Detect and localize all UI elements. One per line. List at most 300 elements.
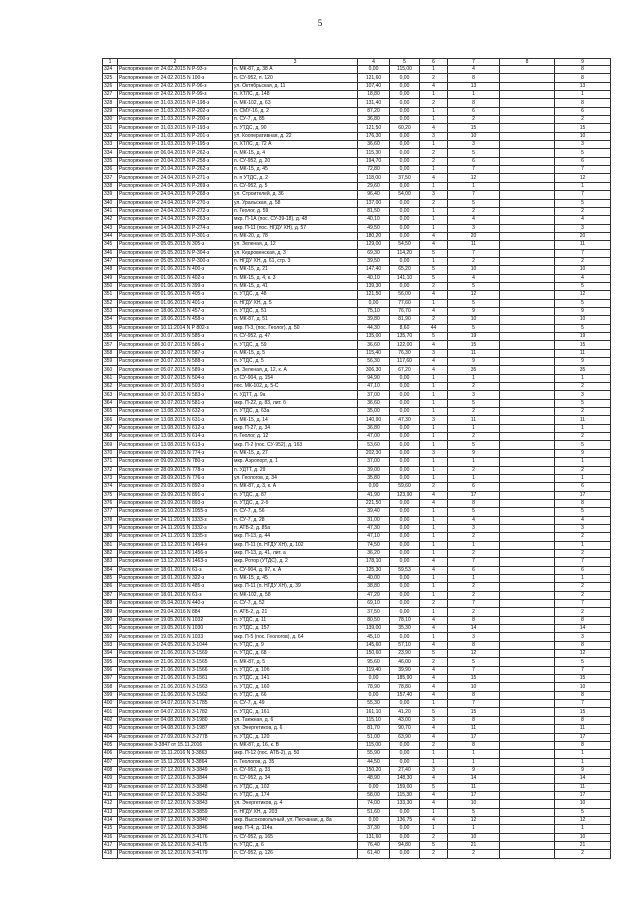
area-b-cell: 60,20 <box>390 124 420 132</box>
document-ref-cell: Распоряжение от 24.11.2015 N 1333-з <box>118 516 233 524</box>
count-cell: 3 <box>555 224 611 232</box>
table-row <box>103 174 611 182</box>
area-a-cell: 47,30 <box>358 524 390 532</box>
address-cell: п. СУ-7, д. 52 <box>233 600 358 608</box>
table-row <box>103 166 611 174</box>
address-cell: мкр. П-2 (пос. СУ-952), д. 163 <box>233 441 358 449</box>
blank-cell <box>500 733 555 741</box>
table-row <box>103 850 611 858</box>
area-a-cell: 39,40 <box>358 508 390 516</box>
flats-cell: 5 <box>448 399 500 407</box>
blank-cell <box>500 182 555 190</box>
blank-cell <box>500 174 555 182</box>
area-b-cell: 0,00 <box>390 850 420 858</box>
floors-cell: 1 <box>420 224 448 232</box>
document-ref-cell: Распоряжение от 30.07.2015 N 581-з <box>118 399 233 407</box>
count-cell: 1 <box>555 574 611 582</box>
document-ref-cell: Распоряжение от 21.06.2016 N 3-1561 <box>118 675 233 683</box>
row-number-cell: 385 <box>103 574 118 582</box>
table-row <box>103 291 611 299</box>
area-b-cell: 0,00 <box>390 374 420 382</box>
blank-cell <box>500 333 555 341</box>
address-cell: п. МК-15, д. 45 <box>233 574 358 582</box>
area-a-cell: 87,20 <box>358 107 390 115</box>
address-cell: мкр. П-13, д. 41, лит. а <box>233 549 358 557</box>
area-a-cell: 37,50 <box>358 608 390 616</box>
row-number-cell: 403 <box>103 725 118 733</box>
document-ref-cell: Распоряжение от 21.06.2016 N 3-1566 <box>118 666 233 674</box>
floors-cell: 5 <box>420 274 448 282</box>
flats-cell: 13 <box>448 82 500 90</box>
row-number-cell: 390 <box>103 616 118 624</box>
count-cell: 15 <box>555 124 611 132</box>
area-a-cell: 140,90 <box>358 416 390 424</box>
row-number-cell: 358 <box>103 349 118 357</box>
floors-cell: 4 <box>420 241 448 249</box>
count-cell: 17 <box>555 733 611 741</box>
area-b-cell: 117,60 <box>390 358 420 366</box>
document-ref-cell: Распоряжение от 29.09.2015 N 891-з <box>118 491 233 499</box>
address-cell: п. УТДС, д. 5 <box>233 358 358 366</box>
blank-cell <box>500 700 555 708</box>
document-ref-cell: Распоряжение от 05.05.2015 N Р-304-з <box>118 249 233 257</box>
count-cell: 7 <box>555 166 611 174</box>
blank-cell <box>500 758 555 766</box>
row-number-cell: 372 <box>103 466 118 474</box>
column-header: 2 <box>118 59 233 66</box>
address-cell: п. УТДС, д. 63а <box>233 408 358 416</box>
row-number-cell: 352 <box>103 299 118 307</box>
row-number-cell: 417 <box>103 841 118 849</box>
area-a-cell: 31,00 <box>358 516 390 524</box>
table-row <box>103 516 611 524</box>
flats-cell: 9 <box>448 449 500 457</box>
blank-cell <box>500 825 555 833</box>
area-b-cell: 0,00 <box>390 808 420 816</box>
flats-cell: 17 <box>448 733 500 741</box>
blank-cell <box>500 633 555 641</box>
blank-cell <box>500 491 555 499</box>
area-b-cell: 185,90 <box>390 675 420 683</box>
blank-cell <box>500 775 555 783</box>
document-ref-cell: Распоряжение от 24.02.2015 N Р-93-з <box>118 66 233 74</box>
row-number-cell: 392 <box>103 633 118 641</box>
flats-cell: 5 <box>448 508 500 516</box>
floors-cell: 4 <box>420 499 448 507</box>
count-cell: 2 <box>555 466 611 474</box>
area-b-cell: 77,60 <box>390 299 420 307</box>
address-cell: п. АТБ-2, д. 85а <box>233 524 358 532</box>
table-row <box>103 733 611 741</box>
document-ref-cell: Распоряжение от 01.06.2015 N 399-з <box>118 282 233 290</box>
floors-cell: 4 <box>420 124 448 132</box>
area-b-cell: 0,00 <box>390 216 420 224</box>
floors-cell: 3 <box>420 191 448 199</box>
document-ref-cell: Распоряжение от 05.05.2015 N Р-300-з <box>118 257 233 265</box>
count-cell: 7 <box>555 666 611 674</box>
blank-cell <box>500 608 555 616</box>
address-cell: п. УТДС, д. 2-б <box>233 499 358 507</box>
count-cell: 14 <box>555 625 611 633</box>
table-row <box>103 199 611 207</box>
flats-cell: 8 <box>448 741 500 749</box>
address-cell: п. МК-15, д. 4 <box>233 149 358 157</box>
document-ref-cell: Распоряжение от 16.10.2015 N 1055-з <box>118 508 233 516</box>
floors-cell: 4 <box>420 174 448 182</box>
flats-cell: 19 <box>448 333 500 341</box>
area-a-cell: 81,70 <box>358 725 390 733</box>
row-number-cell: 327 <box>103 91 118 99</box>
floors-cell: 2 <box>420 600 448 608</box>
document-ref-cell: Распоряжение от 13.12.2015 N 1456-з <box>118 549 233 557</box>
address-cell: п. СУ-952, д. 34 <box>233 775 358 783</box>
flats-cell: 10 <box>448 266 500 274</box>
row-number-cell: 416 <box>103 833 118 841</box>
table-row <box>103 99 611 107</box>
area-a-cell: 44,50 <box>358 758 390 766</box>
document-ref-cell: Распоряжение от 24.02.2015 N Р-99-з <box>118 91 233 99</box>
row-number-cell: 362 <box>103 383 118 391</box>
area-b-cell: 0,00 <box>390 825 420 833</box>
blank-cell <box>500 316 555 324</box>
floors-cell: 1 <box>420 207 448 215</box>
area-a-cell: 121,50 <box>358 124 390 132</box>
area-b-cell: 41,20 <box>390 708 420 716</box>
address-cell: п. СУ-904, д. 97, к. А <box>233 566 358 574</box>
count-cell: 5 <box>555 441 611 449</box>
blank-cell <box>500 574 555 582</box>
table-row <box>103 449 611 457</box>
blank-cell <box>500 291 555 299</box>
blank-cell <box>500 149 555 157</box>
area-a-cell: 74,50 <box>358 541 390 549</box>
row-number-cell: 371 <box>103 458 118 466</box>
area-b-cell: 0,00 <box>390 166 420 174</box>
area-b-cell: 135,70 <box>390 333 420 341</box>
area-a-cell: 18,80 <box>358 91 390 99</box>
floors-cell: 4 <box>420 666 448 674</box>
table-row <box>103 608 611 616</box>
area-a-cell: 72,80 <box>358 166 390 174</box>
area-b-cell: 159,00 <box>390 783 420 791</box>
area-a-cell: 180,20 <box>358 232 390 240</box>
area-b-cell: 65,20 <box>390 266 420 274</box>
document-ref-cell: Распоряжение от 21.06.2016 N 3-1569 <box>118 650 233 658</box>
document-ref-cell: Распоряжение от 07.12.2016 N 3-3849 <box>118 766 233 774</box>
flats-cell: 4 <box>448 66 500 74</box>
document-ref-cell: Распоряжение от 20.04.2015 N Р-258-з <box>118 157 233 165</box>
document-ref-cell: Распоряжение от 06.04.2015 N Р-262-з <box>118 149 233 157</box>
area-a-cell: 0,00 <box>358 299 390 307</box>
floors-cell: 1 <box>420 474 448 482</box>
count-cell: 11 <box>555 416 611 424</box>
count-cell: 1 <box>555 91 611 99</box>
flats-cell: 11 <box>448 241 500 249</box>
count-cell: 1 <box>555 374 611 382</box>
count-cell: 4 <box>555 274 611 282</box>
area-b-cell: 136,75 <box>390 816 420 824</box>
table-row <box>103 391 611 399</box>
document-ref-cell: Распоряжение от 18.01.2016 N 61-з <box>118 566 233 574</box>
count-cell: 5 <box>555 149 611 157</box>
area-a-cell: 131,60 <box>358 833 390 841</box>
blank-cell <box>500 107 555 115</box>
count-cell: 15 <box>555 341 611 349</box>
count-cell: 35 <box>555 366 611 374</box>
area-b-cell: 0,00 <box>390 541 420 549</box>
row-number-cell: 373 <box>103 474 118 482</box>
address-cell: п. ХТЛС, д. 72 А <box>233 141 358 149</box>
floors-cell: 4 <box>420 307 448 315</box>
floors-cell: 2 <box>420 316 448 324</box>
flats-cell: 8 <box>448 716 500 724</box>
area-b-cell: 0,00 <box>390 257 420 265</box>
area-a-cell: 36,80 <box>358 116 390 124</box>
floors-cell: 1 <box>420 825 448 833</box>
area-a-cell: 147,40 <box>358 266 390 274</box>
address-cell: ул. Октябрьская, д. 11 <box>233 82 358 90</box>
area-a-cell: 0,00 <box>358 691 390 699</box>
area-a-cell: 47,00 <box>358 433 390 441</box>
blank-cell <box>500 600 555 608</box>
table-row <box>103 299 611 307</box>
blank-cell <box>500 766 555 774</box>
document-ref-cell: Распоряжение от 14.04.2015 N Р-274-з <box>118 224 233 232</box>
area-a-cell: 45,10 <box>358 633 390 641</box>
area-a-cell: 0,00 <box>358 483 390 491</box>
area-b-cell: 81,90 <box>390 316 420 324</box>
row-number-cell: 330 <box>103 116 118 124</box>
document-ref-cell: Распоряжение от 05.04.2016 N 440-з <box>118 600 233 608</box>
address-cell: п. СУ-7, д. 56 <box>233 508 358 516</box>
flats-cell: 2 <box>448 549 500 557</box>
floors-cell: 1 <box>420 433 448 441</box>
row-number-cell: 401 <box>103 708 118 716</box>
area-b-cell: 54,00 <box>390 191 420 199</box>
address-cell: п. СУ-904, д. 154 <box>233 374 358 382</box>
count-cell: 1 <box>555 182 611 190</box>
flats-cell: 2 <box>448 591 500 599</box>
document-ref-cell: Распоряжение от 19.05.2016 N 1033 <box>118 633 233 641</box>
flats-cell: 11 <box>448 725 500 733</box>
area-b-cell: 0,00 <box>390 474 420 482</box>
table-row <box>103 483 611 491</box>
blank-cell <box>500 841 555 849</box>
address-cell: п. УДТТ, д. 29 <box>233 466 358 474</box>
table-row <box>103 658 611 666</box>
floors-cell: 1 <box>420 574 448 582</box>
table-row <box>103 800 611 808</box>
count-cell: 12 <box>555 174 611 182</box>
address-cell: ул. Зеленая, д. 12, к. А <box>233 366 358 374</box>
address-cell: п. МК-15, д. 41 <box>233 282 358 290</box>
row-number-cell: 365 <box>103 408 118 416</box>
row-number-cell: 383 <box>103 558 118 566</box>
address-cell: п. УТДС, д. 157 <box>233 625 358 633</box>
row-number-cell: 346 <box>103 249 118 257</box>
address-cell: п. МК-87, д. 3, к. А <box>233 483 358 491</box>
count-cell: 1 <box>555 458 611 466</box>
address-cell: п. АТБ-2, д. 21 <box>233 608 358 616</box>
floors-cell: 2 <box>420 282 448 290</box>
flats-cell: 1 <box>448 574 500 582</box>
table-row <box>103 107 611 115</box>
area-b-cell: 76,30 <box>390 349 420 357</box>
document-ref-cell: Распоряжение от 24.05.2016 N 3-1044 <box>118 641 233 649</box>
flats-cell: 12 <box>448 650 500 658</box>
area-b-cell: 122,00 <box>390 341 420 349</box>
flats-cell: 1 <box>448 825 500 833</box>
table-row <box>103 591 611 599</box>
floors-cell: 2 <box>420 149 448 157</box>
flats-cell: 2 <box>448 433 500 441</box>
row-number-cell: 387 <box>103 591 118 599</box>
document-ref-cell: Распоряжение от 29.04.2016 N 884 <box>118 608 233 616</box>
area-b-cell: 0,00 <box>390 157 420 165</box>
table-row <box>103 708 611 716</box>
table-row <box>103 791 611 799</box>
flats-cell: 4 <box>448 274 500 282</box>
area-a-cell: 37,00 <box>358 458 390 466</box>
table-row <box>103 274 611 282</box>
blank-cell <box>500 583 555 591</box>
floors-cell: 5 <box>420 841 448 849</box>
flats-cell: 1 <box>448 758 500 766</box>
count-cell: 17 <box>555 491 611 499</box>
address-cell: п. СУ-7, д. 28 <box>233 516 358 524</box>
document-ref-cell: Распоряжение от 05.05.2015 N 305-з <box>118 241 233 249</box>
floors-cell: 1 <box>420 408 448 416</box>
area-a-cell: 76,40 <box>358 841 390 849</box>
floors-cell: 1 <box>420 399 448 407</box>
floors-cell: 1 <box>420 508 448 516</box>
floors-cell: 1 <box>420 466 448 474</box>
address-cell: п. НГДУ ХН, д. 203 <box>233 808 358 816</box>
document-ref-cell: Распоряжение от 31.03.2015 N Р-195-з <box>118 141 233 149</box>
column-header: 4 <box>358 59 390 66</box>
document-ref-cell: Распоряжение от 18.06.2015 N 458-з <box>118 316 233 324</box>
address-cell: п. МК-15, д. 5 <box>233 349 358 357</box>
row-number-cell: 379 <box>103 524 118 532</box>
floors-cell: 1 <box>420 383 448 391</box>
blank-cell <box>500 199 555 207</box>
address-cell: п. УТДС, д. 161 <box>233 708 358 716</box>
area-b-cell: 0,00 <box>390 508 420 516</box>
area-a-cell: 36,60 <box>358 341 390 349</box>
floors-cell: 2 <box>420 199 448 207</box>
flats-cell: 1 <box>448 374 500 382</box>
floors-cell: 4 <box>420 691 448 699</box>
document-ref-cell: Распоряжение от 04.07.2016 N 3-1782 <box>118 708 233 716</box>
column-header: 1 <box>103 59 118 66</box>
area-a-cell: 55,30 <box>358 700 390 708</box>
column-header: 7 <box>448 59 500 66</box>
row-number-cell: 414 <box>103 816 118 824</box>
area-b-cell: 115,30 <box>390 791 420 799</box>
row-number-cell: 342 <box>103 216 118 224</box>
table-row <box>103 266 611 274</box>
area-a-cell: 115,10 <box>358 716 390 724</box>
count-cell: 6 <box>555 566 611 574</box>
area-a-cell: 0,00 <box>358 675 390 683</box>
area-a-cell: 139,30 <box>358 282 390 290</box>
table-row <box>103 574 611 582</box>
row-number-cell: 418 <box>103 850 118 858</box>
blank-cell <box>500 282 555 290</box>
area-a-cell: 121,50 <box>358 291 390 299</box>
floors-cell: 2 <box>420 658 448 666</box>
blank-cell <box>500 74 555 82</box>
flats-cell: 8 <box>448 499 500 507</box>
floors-cell: 4 <box>420 725 448 733</box>
floors-cell: 4 <box>420 683 448 691</box>
flats-cell: 3 <box>448 141 500 149</box>
flats-cell: 1 <box>448 474 500 482</box>
count-cell: 6 <box>555 483 611 491</box>
flats-cell: 35 <box>448 366 500 374</box>
area-a-cell: 39,50 <box>358 257 390 265</box>
count-cell: 5 <box>555 299 611 307</box>
flats-cell: 9 <box>448 307 500 315</box>
flats-cell: 8 <box>448 641 500 649</box>
flats-cell: 2 <box>448 466 500 474</box>
table-row <box>103 675 611 683</box>
row-number-cell: 408 <box>103 766 118 774</box>
table-row <box>103 307 611 315</box>
address-cell: п. МК-87, д. 16, к. В <box>233 741 358 749</box>
area-b-cell: 57,10 <box>390 641 420 649</box>
table-row <box>103 541 611 549</box>
area-a-cell: 150,60 <box>358 650 390 658</box>
row-number-cell: 356 <box>103 333 118 341</box>
area-b-cell: 67,20 <box>390 366 420 374</box>
floors-cell: 5 <box>420 333 448 341</box>
flats-cell: 12 <box>448 174 500 182</box>
floors-cell: 44 <box>420 324 448 332</box>
table-row <box>103 841 611 849</box>
area-a-cell: 135,00 <box>358 333 390 341</box>
area-b-cell: 0,00 <box>390 458 420 466</box>
document-ref-cell: Распоряжение от 24.02.2015 N 100-з <box>118 74 233 82</box>
row-number-cell: 357 <box>103 341 118 349</box>
row-number-cell: 396 <box>103 666 118 674</box>
blank-cell <box>500 524 555 532</box>
table-row <box>103 533 611 541</box>
area-a-cell: 37,00 <box>358 391 390 399</box>
document-ref-cell: Распоряжение от 01.06.2015 N 405-з <box>118 291 233 299</box>
area-b-cell: 0,00 <box>390 132 420 140</box>
area-a-cell: 150,20 <box>358 766 390 774</box>
blank-cell <box>500 391 555 399</box>
register-table <box>102 58 611 859</box>
table-row <box>103 700 611 708</box>
row-number-cell: 344 <box>103 232 118 240</box>
flats-cell: 4 <box>448 216 500 224</box>
document-ref-cell: Распоряжение от 04.08.2016 N 3-1980 <box>118 716 233 724</box>
address-cell: п. УТДС, д. 6 <box>233 841 358 849</box>
row-number-cell: 395 <box>103 658 118 666</box>
flats-cell: 7 <box>448 249 500 257</box>
blank-cell <box>500 91 555 99</box>
blank-cell <box>500 741 555 749</box>
flats-cell: 6 <box>448 566 500 574</box>
area-b-cell: 0,00 <box>390 282 420 290</box>
count-cell: 11 <box>555 783 611 791</box>
document-ref-cell: Распоряжение от 20.04.2015 N Р-262-з <box>118 166 233 174</box>
count-cell: 1 <box>555 474 611 482</box>
blank-cell <box>500 683 555 691</box>
floors-cell: 4 <box>420 675 448 683</box>
